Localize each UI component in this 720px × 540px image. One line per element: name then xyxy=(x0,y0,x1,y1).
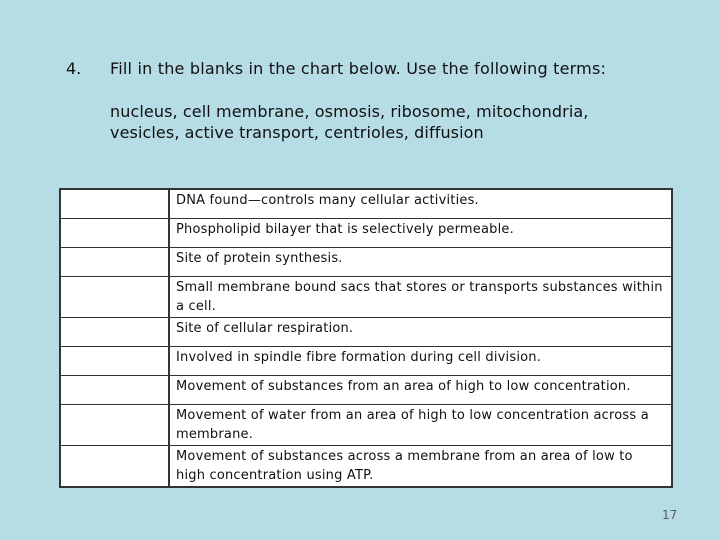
chart-row xyxy=(60,405,672,446)
chart-row xyxy=(60,277,672,318)
answer-blank[interactable] xyxy=(60,248,169,277)
chart-row xyxy=(60,248,672,277)
chart-row xyxy=(60,347,672,376)
row-description: DNA found—controls many cellular activities. xyxy=(169,189,672,219)
row-description: Movement of water from an area of high to low concentration across a membrane. xyxy=(169,405,672,446)
page-number: 17 xyxy=(662,508,678,522)
answer-blank[interactable] xyxy=(60,446,169,488)
row-description: Phospholipid bilayer that is selectively permeable. xyxy=(169,219,672,248)
answer-blank[interactable] xyxy=(60,405,169,446)
answer-blank[interactable] xyxy=(60,189,169,219)
row-description: Involved in spindle fibre formation during cell division. xyxy=(169,347,672,376)
chart-row xyxy=(60,189,672,219)
answer-blank[interactable] xyxy=(60,347,169,376)
chart-row xyxy=(60,219,672,248)
fill-in-chart xyxy=(59,188,673,488)
chart-row xyxy=(60,446,672,488)
chart-row xyxy=(60,318,672,347)
answer-blank[interactable] xyxy=(60,219,169,248)
term-bank-line-2: vesicles, active transport, centrioles, diffusion xyxy=(110,123,484,142)
row-description: Movement of substances from an area of high to low concentration. xyxy=(169,376,672,405)
row-description: Site of protein synthesis. xyxy=(169,248,672,277)
chart-row xyxy=(60,376,672,405)
answer-blank[interactable] xyxy=(60,318,169,347)
term-bank xyxy=(110,101,670,143)
row-description: Small membrane bound sacs that stores or transports substances within a cell. xyxy=(169,277,672,318)
row-description: Site of cellular respiration. xyxy=(169,318,672,347)
answer-blank[interactable] xyxy=(60,277,169,318)
question-number: 4. xyxy=(66,59,82,78)
row-description: Movement of substances across a membrane from an area of low to high concentration using ATP. xyxy=(169,446,672,488)
question-instruction: Fill in the blanks in the chart below. Use the following terms: xyxy=(110,59,607,78)
term-bank-line-1: nucleus, cell membrane, osmosis, ribosome, mitochondria, xyxy=(110,102,589,121)
answer-blank[interactable] xyxy=(60,376,169,405)
